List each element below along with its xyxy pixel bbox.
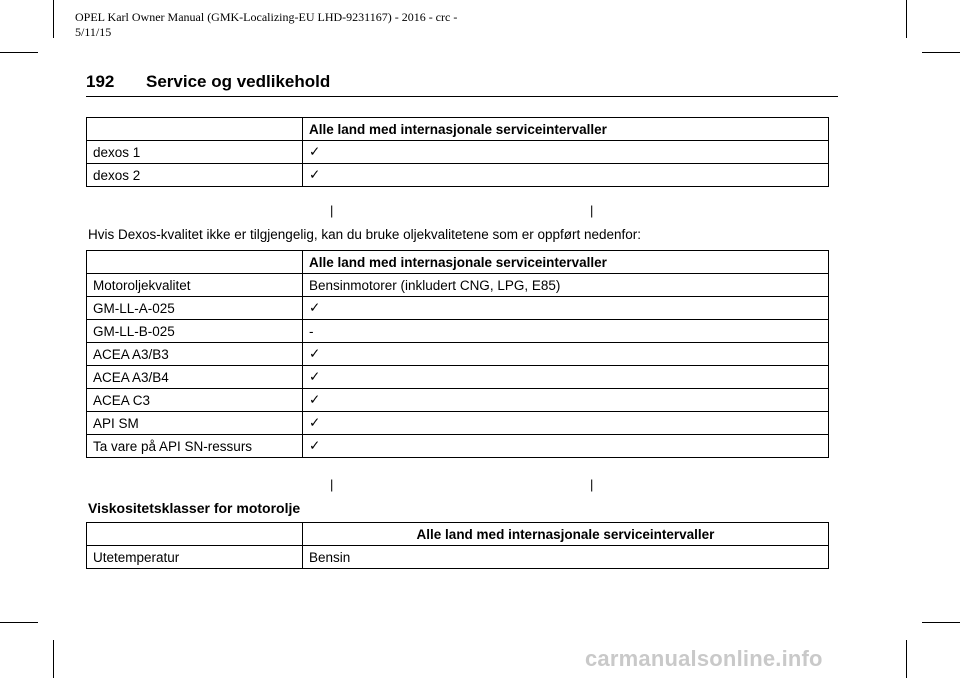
crop-mark [0,622,38,623]
separator-bar: | [330,477,334,492]
dexos-table [86,117,829,187]
table-cell: ACEA C3 [87,389,303,412]
crop-mark [906,640,907,678]
table-cell: Bensin [303,546,829,569]
table-row [87,297,829,320]
table-header-cell: Alle land med internasjonale serviceintervaller [303,251,829,274]
page-header [86,72,838,97]
print-meta-line: OPEL Karl Owner Manual (GMK-Localizing-EU LHD-9231167) - 2016 - crc - [75,10,458,24]
table-cell: Bensinmotorer (inkludert CNG, LPG, E85) [303,274,829,297]
table-cell: ✓ [303,141,829,164]
print-meta [75,10,457,40]
table-cell: Ta vare på API SN-ressurs [87,435,303,458]
table-row [87,164,829,187]
crop-mark [906,0,907,38]
table-header-cell [87,118,303,141]
table-row [87,546,829,569]
page-number: 192 [86,72,115,91]
table-header-row [87,251,829,274]
table-header-row [87,118,829,141]
section-heading: Viskositetsklasser for motorolje [88,500,301,516]
table-cell: GM-LL-A-025 [87,297,303,320]
table-row [87,412,829,435]
body-paragraph: Hvis Dexos-kvalitet ikke er tilgjengelig, kan du bruke oljekvalitetene som er oppført nedenfor: [88,227,642,242]
table-cell: ✓ [303,164,829,187]
table-cell: GM-LL-B-025 [87,320,303,343]
separator-bar: | [590,203,594,218]
separator-bar: | [330,203,334,218]
print-meta-date: 5/11/15 [75,25,112,39]
separator-bar: | [590,477,594,492]
table-row [87,343,829,366]
table-row [87,366,829,389]
table-cell: ACEA A3/B3 [87,343,303,366]
table-cell: ✓ [303,412,829,435]
viscosity-table [86,522,829,569]
table-row [87,141,829,164]
table-cell: ✓ [303,297,829,320]
crop-mark [53,640,54,678]
table-cell: Motoroljekvalitet [87,274,303,297]
table-header-cell: Alle land med internasjonale serviceintervaller [303,523,829,546]
table-row [87,435,829,458]
table-cell: dexos 1 [87,141,303,164]
table-cell: Utetemperatur [87,546,303,569]
table-header-cell [87,251,303,274]
watermark: carmanualsonline.info [585,646,823,671]
table-cell: ✓ [303,435,829,458]
crop-mark [922,622,960,623]
table-cell: ✓ [303,343,829,366]
table-cell: - [303,320,829,343]
table-cell: ✓ [303,366,829,389]
table-row [87,274,829,297]
table-cell: API SM [87,412,303,435]
table-header-cell: Alle land med internasjonale serviceintervaller [303,118,829,141]
crop-mark [0,52,38,53]
table-header-row [87,523,829,546]
table-cell: ✓ [303,389,829,412]
page-title: Service og vedlikehold [146,72,331,91]
table-cell: dexos 2 [87,164,303,187]
table-row [87,389,829,412]
table-header-cell [87,523,303,546]
table-row [87,320,829,343]
oil-quality-table [86,250,829,458]
table-cell: ACEA A3/B4 [87,366,303,389]
crop-mark [53,0,54,38]
crop-mark [922,52,960,53]
